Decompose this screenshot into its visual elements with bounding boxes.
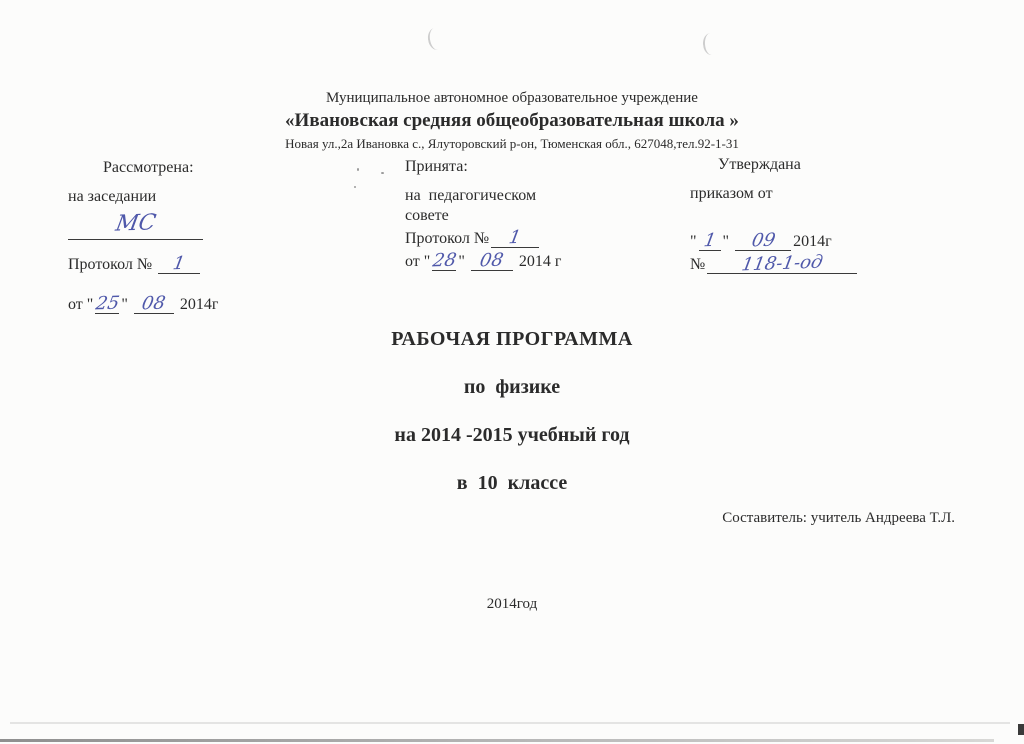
handwritten-month: 09 — [749, 229, 777, 252]
document-title-block — [0, 328, 1024, 520]
handwritten-org: МС — [113, 210, 158, 237]
handwritten-day: 25 — [94, 292, 121, 315]
quote: " — [690, 233, 697, 250]
reviewed-org-signature-line — [68, 210, 203, 240]
order-label: № — [690, 256, 706, 273]
accepted-date-line — [405, 249, 605, 272]
title-line1: РАБОЧАЯ ПРОГРАММА — [391, 328, 633, 350]
header-school-name: «Ивановская средняя общеобразовательная школа » — [285, 110, 739, 131]
reviewed-line1: на заседании — [68, 188, 157, 205]
approval-accepted-block — [405, 157, 605, 272]
composer-line: Составитель: учитель Андреева Т.Л. — [722, 510, 955, 526]
handwritten-day: 1 — [701, 229, 718, 252]
date-month-slot — [471, 249, 513, 272]
handwritten-month: 08 — [478, 249, 506, 272]
date-month-slot — [735, 229, 791, 252]
header-org-type: Муниципальное автономное образовательное учреждение — [326, 90, 698, 106]
handwritten-month: 08 — [140, 292, 168, 315]
title-line2: по физике — [463, 376, 561, 398]
protocol-number-slot — [158, 252, 200, 275]
hole-punch-mark-right — [702, 32, 719, 55]
pen-speck — [354, 186, 356, 188]
date-prefix: от " — [405, 253, 431, 270]
approval-reviewed-block — [68, 158, 258, 315]
title-line4: в 10 классе — [456, 472, 568, 494]
accepted-line1: на педагогическом — [405, 187, 537, 204]
handwritten-protocol-number: 1 — [171, 252, 187, 275]
order-number-slot — [707, 251, 857, 276]
scan-artifact-line — [10, 722, 1010, 724]
footer-year: 2014год — [486, 596, 538, 612]
reviewed-date-line — [68, 292, 258, 315]
handwritten-protocol-number: 1 — [507, 226, 523, 249]
reviewed-protocol-line — [68, 252, 258, 275]
accepted-title: Принята: — [405, 158, 468, 175]
header-address: Новая ул.,2а Ивановка с., Ялуторовский р-он, Тюменская обл., 627048,тел.92-1-31 — [285, 136, 739, 151]
date-day-slot — [94, 292, 121, 315]
approved-title: Утверждана — [718, 156, 801, 173]
date-day-slot — [431, 249, 458, 272]
document-header — [0, 88, 1024, 154]
approved-date-line — [690, 229, 930, 252]
date-year: 2014г — [179, 296, 219, 313]
title-line3: на 2014 -2015 учебный год — [394, 424, 630, 446]
handwritten-order-number: 118-1-од — [740, 251, 825, 276]
reviewed-title: Рассмотрена: — [103, 159, 194, 176]
accepted-protocol-line — [405, 226, 605, 249]
quote: " — [458, 253, 465, 270]
date-year: 2014г — [793, 233, 832, 250]
quote: " — [722, 233, 730, 250]
date-month-slot — [134, 292, 174, 315]
pen-speck — [357, 168, 359, 171]
protocol-number-slot — [491, 226, 539, 249]
scan-artifact-bottom-edge — [0, 739, 994, 742]
protocol-label: Протокол № — [68, 256, 153, 273]
accepted-line2: совете — [405, 207, 449, 224]
approved-order-line — [690, 251, 930, 276]
scan-artifact-corner — [1018, 724, 1024, 735]
quote: " — [121, 296, 128, 313]
date-year: 2014 г — [518, 253, 562, 270]
approval-approved-block — [690, 155, 930, 275]
hole-punch-mark-left — [426, 27, 446, 51]
pen-speck — [381, 172, 384, 174]
date-day-slot — [699, 229, 721, 252]
approved-line1: приказом от — [690, 185, 773, 202]
protocol-label: Протокол № — [405, 230, 490, 247]
handwritten-day: 28 — [431, 249, 458, 272]
date-prefix: от " — [68, 296, 94, 313]
